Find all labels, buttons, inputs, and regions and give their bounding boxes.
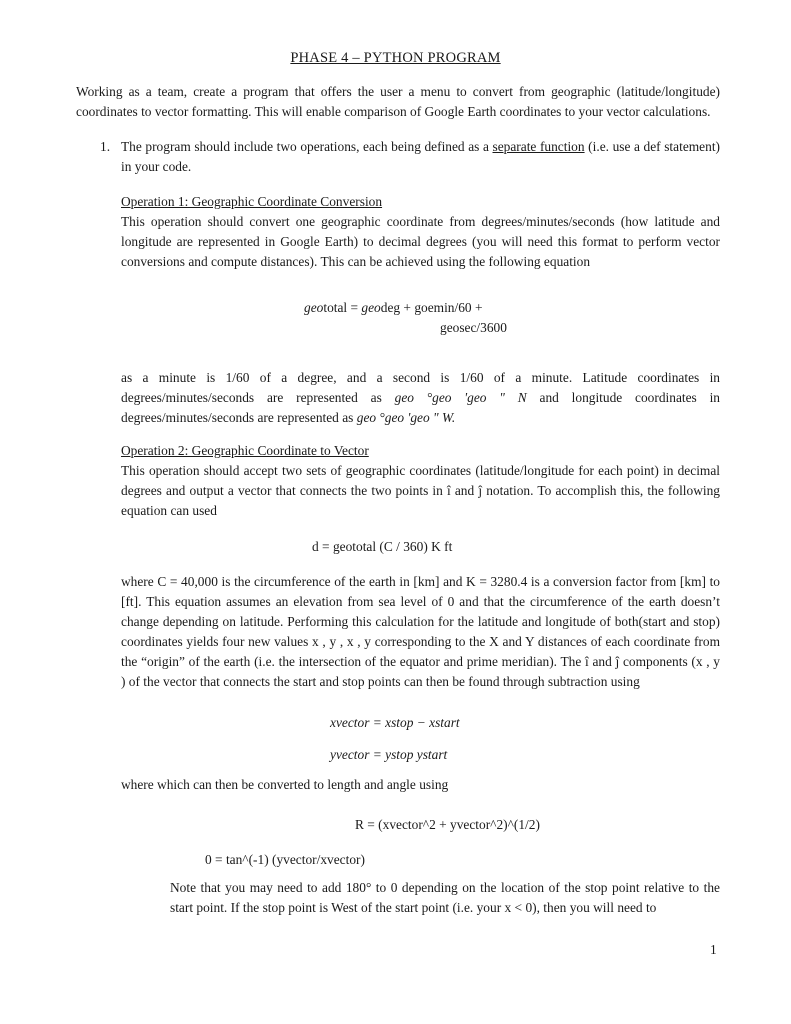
distance-equation: d = geototal (C / 360) K ft: [312, 539, 453, 554]
longitude-format: geo °geo 'geo " W.: [356, 410, 456, 425]
magnitude-equation: R = (xvector^2 + yvector^2)^(1/2): [355, 817, 540, 832]
list-item-text: The program should include two operations, each being defined as a separate function (i.e. use a def statement) in your code.: [121, 139, 720, 174]
list-number: 1.: [100, 139, 111, 154]
op1-after-equation: as a minute is 1/60 of a degree, and a second is 1/60 of a minute. Latitude coordinates in degrees/minutes/seconds are represented as geo °geo 'geo " N and longitude coordinates in degrees/minutes/seconds are represented as geo °geo 'geo " W.: [121, 370, 720, 425]
geototal-equation-line2: geosec/3600: [440, 320, 507, 335]
conversion-text: where which can then be converted to length and angle using: [121, 777, 449, 792]
angle-equation: 0 = tan^(-1) (yvector/xvector): [205, 852, 365, 867]
yvector-equation: yvector = ystop ystart: [330, 747, 448, 762]
page-number: 1: [710, 942, 717, 957]
latitude-format: geo °geo 'geo " N: [394, 390, 527, 405]
op1-body: This operation should convert one geographic coordinate from degrees/minutes/seconds (how latitude and longitude are represented in Google Earth) to decimal degrees (you will need this format to perform vector conversions and compute distances). This can be achieved using the following equation: [121, 214, 720, 269]
geototal-equation: geototal = geodeg + goemin/60 +: [304, 300, 483, 315]
page-title: PHASE 4 – PYTHON PROGRAM: [290, 50, 501, 66]
op2-heading: Operation 2: Geographic Coordinate to Vector: [121, 443, 369, 458]
intro-paragraph: Working as a team, create a program that offers the user a menu to convert from geographic (latitude/longitude) coordinates to vector formatting. This will enable comparison of Google Earth coordinates to your vector calculations.: [76, 84, 720, 119]
op2-body: This operation should accept two sets of geographic coordinates (latitude/longitude for each point) in decimal degrees and output a vector that connects the two points in î and ĵ notation. To accomplish this, the following equation can used: [121, 463, 720, 518]
op2-where-paragraph: where C = 40,000 is the circumference of the earth in [km] and K = 3280.4 is a conversion factor from [km] to [ft]. This equation assumes an elevation from sea level of 0 and that the circumference of the earth doesn’t change depending on latitude. Performing this calculation for the latitude and longitude of both(start and stop) coordinates yields four new values x , y , x , y corresponding to the X and Y distances of each coordinate from the “origin” of the earth (i.e. the intersection of the equator and prime meridian). The î and ĵ components (x , y ) of the vector that connects the start and stop points can then be found through subtraction using: [121, 574, 720, 689]
xvector-equation: xvector = xstop − xstart: [330, 715, 460, 730]
note-paragraph: Note that you may need to add 180° to 0 depending on the location of the stop point relative to the start point. If the stop point is West of the start point (i.e. your x < 0), then you will need to: [170, 880, 720, 915]
op1-heading: Operation 1: Geographic Coordinate Conversion: [121, 194, 383, 209]
separate-function-emphasis: separate function: [492, 139, 585, 154]
